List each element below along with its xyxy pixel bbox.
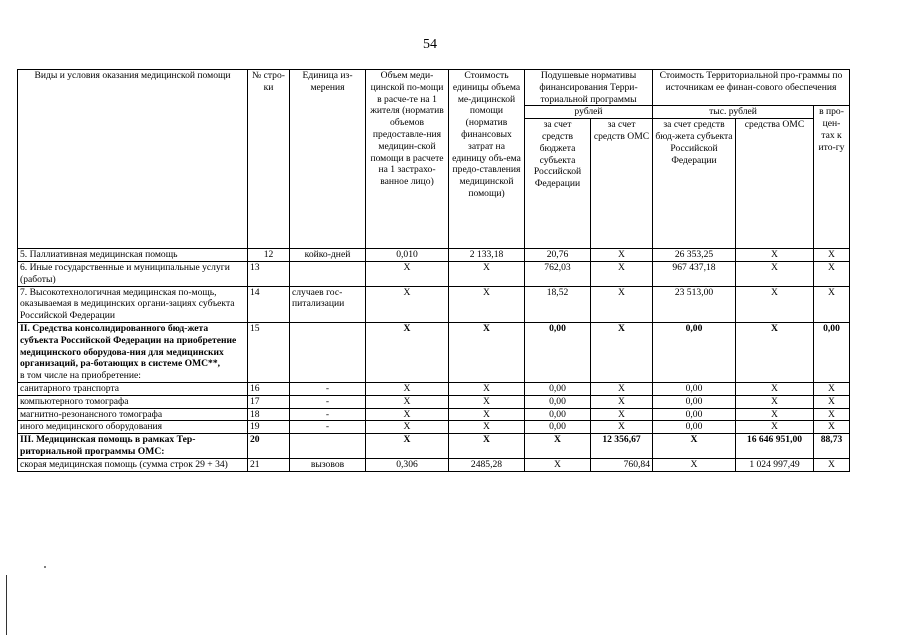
row-per-capita-oms: X bbox=[591, 322, 653, 382]
row-per-capita-budget: 20,76 bbox=[525, 249, 591, 262]
header-unit-cost: Стоимость единицы объема ме-дицинской помощи (норматив финансовых затрат на единицу объ-ема предо-ставления медицинской помощи) bbox=[449, 70, 525, 249]
table-row bbox=[18, 421, 850, 434]
row-per-capita-budget: 0,00 bbox=[525, 421, 591, 434]
row-per-capita-budget: 0,00 bbox=[525, 395, 591, 408]
row-unit: случаев гос-питализации bbox=[290, 286, 366, 322]
row-per-capita-budget: 18,52 bbox=[525, 286, 591, 322]
row-program-oms: X bbox=[736, 408, 814, 421]
row-percent: X bbox=[814, 395, 850, 408]
row-volume: X bbox=[366, 322, 449, 382]
row-volume: X bbox=[366, 286, 449, 322]
row-name: скорая медицинская помощь (сумма строк 29 + 34) bbox=[18, 458, 248, 471]
row-number: 19 bbox=[248, 421, 290, 434]
row-number: 14 bbox=[248, 286, 290, 322]
table-row bbox=[18, 249, 850, 262]
row-percent: X bbox=[814, 286, 850, 322]
page-number: 54 bbox=[423, 37, 437, 52]
table-row bbox=[18, 408, 850, 421]
row-cost: X bbox=[449, 421, 525, 434]
row-percent: X bbox=[814, 408, 850, 421]
header-unit: Единица из-мерения bbox=[290, 70, 366, 249]
row-percent: 0,00 bbox=[814, 322, 850, 382]
header-program-cost-unit: тыс. рублей bbox=[653, 106, 814, 119]
table-row bbox=[18, 434, 850, 459]
row-program-budget: 23 513,00 bbox=[653, 286, 736, 322]
header-per-capita-oms: за счет средств ОМС bbox=[591, 119, 653, 249]
row-program-budget: 0,00 bbox=[653, 395, 736, 408]
header-row-1 bbox=[18, 70, 850, 106]
row-program-budget: X bbox=[653, 434, 736, 459]
row-program-budget: 0,00 bbox=[653, 382, 736, 395]
row-per-capita-oms: X bbox=[591, 408, 653, 421]
row-name-bold: II. Средства консолидированного бюд-жета субъекта Российской Федерации на приобретение медицинского оборудова-ния для медицинских организаций, ра-ботающих в системе ОМС**, bbox=[20, 322, 237, 370]
header-volume: Объем меди-цинской по-мощи в расче-те на 1 жителя (норматив объемов предоставле-ния медицин-ской помощи в расчете на 1 застрахо-ванное лицо) bbox=[366, 70, 449, 249]
table-row bbox=[18, 286, 850, 322]
row-per-capita-oms: 760,84 bbox=[591, 458, 653, 471]
row-name: иного медицинского оборудования bbox=[18, 421, 248, 434]
header-per-capita-budget: за счет средств бюджета субъекта Российской Федерации bbox=[525, 119, 591, 249]
row-percent: 88,73 bbox=[814, 434, 850, 459]
financing-table bbox=[17, 69, 850, 472]
row-cost: 2 133,18 bbox=[449, 249, 525, 262]
row-volume: X bbox=[366, 434, 449, 459]
row-name: 6. Иные государственные и муниципальные услуги (работы) bbox=[18, 261, 248, 286]
header-program-oms: средства ОМС bbox=[736, 119, 814, 249]
table-row bbox=[18, 395, 850, 408]
row-per-capita-oms: X bbox=[591, 261, 653, 286]
row-name-suffix: в том числе на приобретение: bbox=[20, 370, 141, 382]
row-per-capita-oms: X bbox=[591, 395, 653, 408]
row-per-capita-budget: 762,03 bbox=[525, 261, 591, 286]
row-number: 12 bbox=[248, 249, 290, 262]
row-unit: - bbox=[290, 408, 366, 421]
row-per-capita-oms: X bbox=[591, 421, 653, 434]
table-row bbox=[18, 458, 850, 471]
row-program-budget: 967 437,18 bbox=[653, 261, 736, 286]
header-program-budget: за счет средств бюд-жета субъекта Российской Федерации bbox=[653, 119, 736, 249]
row-program-oms: X bbox=[736, 261, 814, 286]
row-unit: - bbox=[290, 382, 366, 395]
row-program-oms: 16 646 951,00 bbox=[736, 434, 814, 459]
row-name bbox=[18, 322, 248, 382]
row-per-capita-budget: X bbox=[525, 458, 591, 471]
row-unit: койко-дней bbox=[290, 249, 366, 262]
table-row bbox=[18, 322, 850, 382]
row-number: 20 bbox=[248, 434, 290, 459]
row-unit: - bbox=[290, 395, 366, 408]
row-program-oms: X bbox=[736, 421, 814, 434]
header-per-capita: Подушевые нормативы финансирования Терри-ториальной программы bbox=[525, 70, 653, 106]
row-cost: X bbox=[449, 286, 525, 322]
row-per-capita-budget: 0,00 bbox=[525, 322, 591, 382]
row-name: санитарного транспорта bbox=[18, 382, 248, 395]
row-cost: X bbox=[449, 261, 525, 286]
scan-edge-line bbox=[6, 575, 7, 635]
row-unit: - bbox=[290, 421, 366, 434]
row-per-capita-oms: X bbox=[591, 249, 653, 262]
row-cost: X bbox=[449, 395, 525, 408]
row-program-oms: X bbox=[736, 286, 814, 322]
table-row bbox=[18, 261, 850, 286]
row-number: 21 bbox=[248, 458, 290, 471]
row-unit bbox=[290, 322, 366, 382]
row-volume: X bbox=[366, 395, 449, 408]
row-volume: X bbox=[366, 421, 449, 434]
header-program-cost: Стоимость Территориальной про-граммы по источникам ее финан-сового обеспечения bbox=[653, 70, 850, 106]
row-number: 18 bbox=[248, 408, 290, 421]
table-row bbox=[18, 382, 850, 395]
row-per-capita-oms: 12 356,67 bbox=[591, 434, 653, 459]
row-volume: 0,010 bbox=[366, 249, 449, 262]
row-volume: X bbox=[366, 382, 449, 395]
row-per-capita-oms: X bbox=[591, 382, 653, 395]
scan-dot bbox=[44, 566, 46, 568]
row-number: 13 bbox=[248, 261, 290, 286]
row-program-oms: 1 024 997,49 bbox=[736, 458, 814, 471]
row-number: 15 bbox=[248, 322, 290, 382]
row-program-budget: 0,00 bbox=[653, 408, 736, 421]
row-percent: X bbox=[814, 249, 850, 262]
header-per-capita-unit: рублей bbox=[525, 106, 653, 119]
row-per-capita-oms: X bbox=[591, 286, 653, 322]
row-volume: X bbox=[366, 261, 449, 286]
row-percent: X bbox=[814, 261, 850, 286]
row-program-budget: 0,00 bbox=[653, 322, 736, 382]
row-per-capita-budget: 0,00 bbox=[525, 382, 591, 395]
row-percent: X bbox=[814, 458, 850, 471]
row-cost: X bbox=[449, 408, 525, 421]
header-row-number: № стро-ки bbox=[248, 70, 290, 249]
row-program-oms: X bbox=[736, 322, 814, 382]
row-unit bbox=[290, 434, 366, 459]
row-percent: X bbox=[814, 382, 850, 395]
row-program-oms: X bbox=[736, 382, 814, 395]
row-cost: 2485,28 bbox=[449, 458, 525, 471]
header-percent: в про-цен-тах к ито-гу bbox=[814, 106, 850, 249]
row-per-capita-budget: X bbox=[525, 434, 591, 459]
row-program-oms: X bbox=[736, 395, 814, 408]
row-percent: X bbox=[814, 421, 850, 434]
row-cost: X bbox=[449, 382, 525, 395]
row-name: компьютерного томографа bbox=[18, 395, 248, 408]
row-name: 5. Паллиативная медицинская помощь bbox=[18, 249, 248, 262]
row-program-budget: 26 353,25 bbox=[653, 249, 736, 262]
row-unit bbox=[290, 261, 366, 286]
row-name: магнитно-резонансного томографа bbox=[18, 408, 248, 421]
row-program-oms: X bbox=[736, 249, 814, 262]
row-unit: вызовов bbox=[290, 458, 366, 471]
row-name: 7. Высокотехнологичная медицинская по-мощь, оказываемая в медицинских органи-зациях субъекта Российской Федерации bbox=[18, 286, 248, 322]
row-per-capita-budget: 0,00 bbox=[525, 408, 591, 421]
row-cost: X bbox=[449, 434, 525, 459]
row-volume: X bbox=[366, 408, 449, 421]
header-kinds: Виды и условия оказания медицинской помощи bbox=[18, 70, 248, 249]
row-name: III. Медицинская помощь в рамках Тер-риториальной программы ОМС: bbox=[18, 434, 248, 459]
row-number: 17 bbox=[248, 395, 290, 408]
row-cost: X bbox=[449, 322, 525, 382]
row-program-budget: X bbox=[653, 458, 736, 471]
row-number: 16 bbox=[248, 382, 290, 395]
row-volume: 0,306 bbox=[366, 458, 449, 471]
row-program-budget: 0,00 bbox=[653, 421, 736, 434]
